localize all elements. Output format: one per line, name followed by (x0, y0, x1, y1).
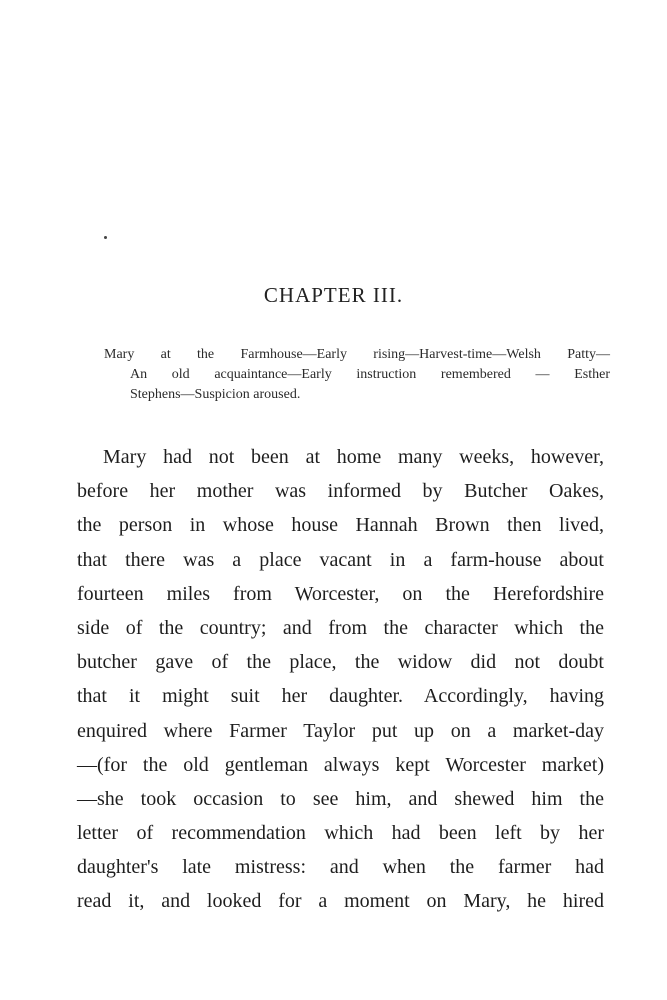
body-line: read it, and looked for a moment on Mary, he hired (77, 890, 604, 913)
body-line: side of the country; and from the character which the (77, 616, 604, 639)
synopsis-line: An old acquaintance—Early instruction remembered — Esther (130, 367, 610, 382)
body-line: before her mother was informed by Butcher Oakes, (77, 480, 604, 503)
body-text (77, 440, 604, 919)
synopsis-line: Mary at the Farmhouse—Early rising—Harvest-time—Welsh Patty— (104, 347, 610, 362)
body-line: daughter's late mistress: and when the farmer had (77, 856, 604, 879)
body-line: —she took occasion to see him, and shewed him the (77, 787, 604, 810)
body-line: that there was a place vacant in a farm-house about (77, 548, 604, 571)
synopsis-line: Stephens—Suspicion aroused. (130, 387, 301, 402)
body-line: Mary had not been at home many weeks, however, (103, 446, 604, 468)
chapter-title: CHAPTER III. (263, 283, 404, 307)
body-line: letter of recommendation which had been left by her (77, 822, 604, 845)
body-line: the person in whose house Hannah Brown then lived, (77, 514, 604, 537)
body-line: enquired where Farmer Taylor put up on a market-day (77, 719, 604, 742)
body-line: butcher gave of the place, the widow did not doubt (77, 651, 604, 674)
chapter-synopsis (104, 345, 610, 405)
body-line: fourteen miles from Worcester, on the Herefordshire (77, 582, 604, 605)
body-line: that it might suit her daughter. Accordingly, having (77, 685, 604, 708)
body-line: —(for the old gentleman always kept Worcester market) (77, 753, 604, 776)
print-speck (104, 236, 107, 239)
